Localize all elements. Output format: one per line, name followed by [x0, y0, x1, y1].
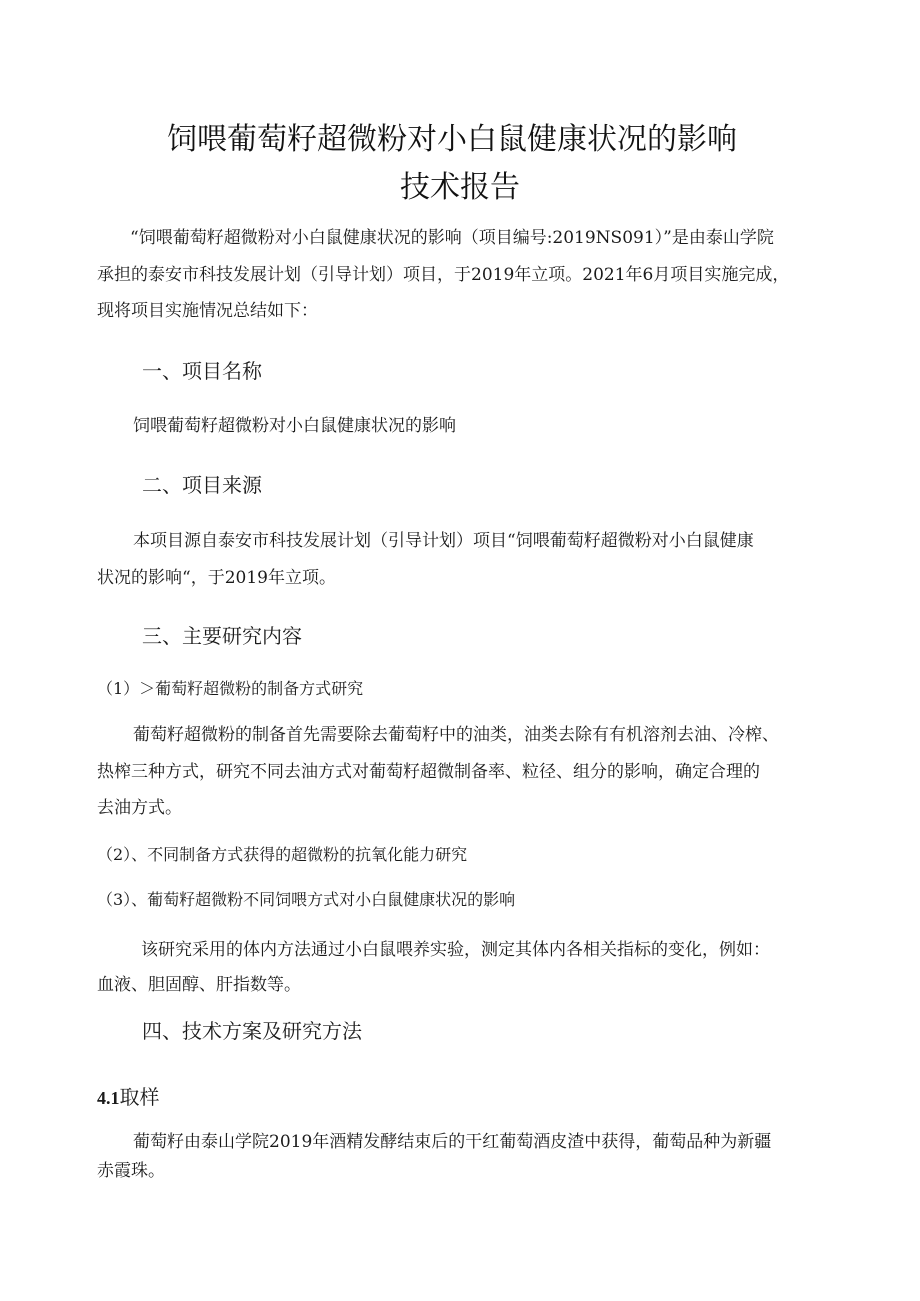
intro-line-2: 承担的泰安市科技发展计划（引导计划）项目，于2019年立项。2021年6月项目实施完成， — [97, 265, 790, 285]
section4-line-1: 葡萄籽由泰山学院2019年酒精发酵结束后的干红葡萄酒皮渣中获得，葡萄品种为新疆 — [133, 1132, 772, 1152]
section3-item-2: （2）、不同制备方式获得的超微粉的抗氧化能力研究 — [97, 845, 468, 864]
section2-line-2: 状况的影响“，于2019年立项。 — [97, 568, 336, 588]
subsection-number: 4.1 — [97, 1088, 120, 1108]
section3-heading: 三、主要研究内容 — [142, 624, 302, 648]
section4-subheading — [97, 1081, 160, 1110]
section2-line-1: 本项目源自泰安市科技发展计划（引导计划）项目“饲喂葡萄籽超微粉对小白鼠健康 — [133, 531, 754, 551]
report-title-line2: 技术报告 — [400, 170, 520, 205]
section3-para3-line-1: 该研究采用的体内方法通过小白鼠喂养实验，测定其体内各相关指标的变化，例如： — [141, 940, 770, 960]
intro-line-3: 现将项目实施情况总结如下： — [97, 301, 318, 321]
section1-text: 饲喂葡萄籽超微粉对小白鼠健康状况的影响 — [133, 416, 456, 436]
report-title-line1: 饲喂葡萄籽超微粉对小白鼠健康状况的影响 — [167, 122, 737, 157]
section4-line-2: 赤霞珠。 — [97, 1161, 165, 1181]
intro-line-1: “饲喂葡萄籽超微粉对小白鼠健康状况的影响（项目编号:2019NS091）”是由泰山学院 — [130, 228, 774, 248]
section4-heading: 四、技术方案及研究方法 — [142, 1019, 362, 1043]
section3-para1-line-1: 葡萄籽超微粉的制备首先需要除去葡萄籽中的油类，油类去除有有机溶剂去油、冷榨、 — [133, 725, 779, 745]
section3-item-1: （1）＞葡萄籽超微粉的制备方式研究 — [97, 679, 364, 698]
section3-para3-line-2: 血液、胆固醇、肝指数等。 — [97, 975, 301, 995]
section3-para1-line-3: 去油方式。 — [97, 798, 182, 818]
section2-heading: 二、项目来源 — [142, 473, 262, 497]
section1-heading: 一、项目名称 — [142, 359, 262, 383]
subsection-title: 取样 — [119, 1085, 160, 1109]
section3-item-3: （3）、葡萄籽超微粉不同饲喂方式对小白鼠健康状况的影响 — [97, 890, 516, 909]
section3-para1-line-2: 热榨三种方式，研究不同去油方式对葡萄籽超微制备率、粒径、组分的影响，确定合理的 — [97, 762, 760, 782]
